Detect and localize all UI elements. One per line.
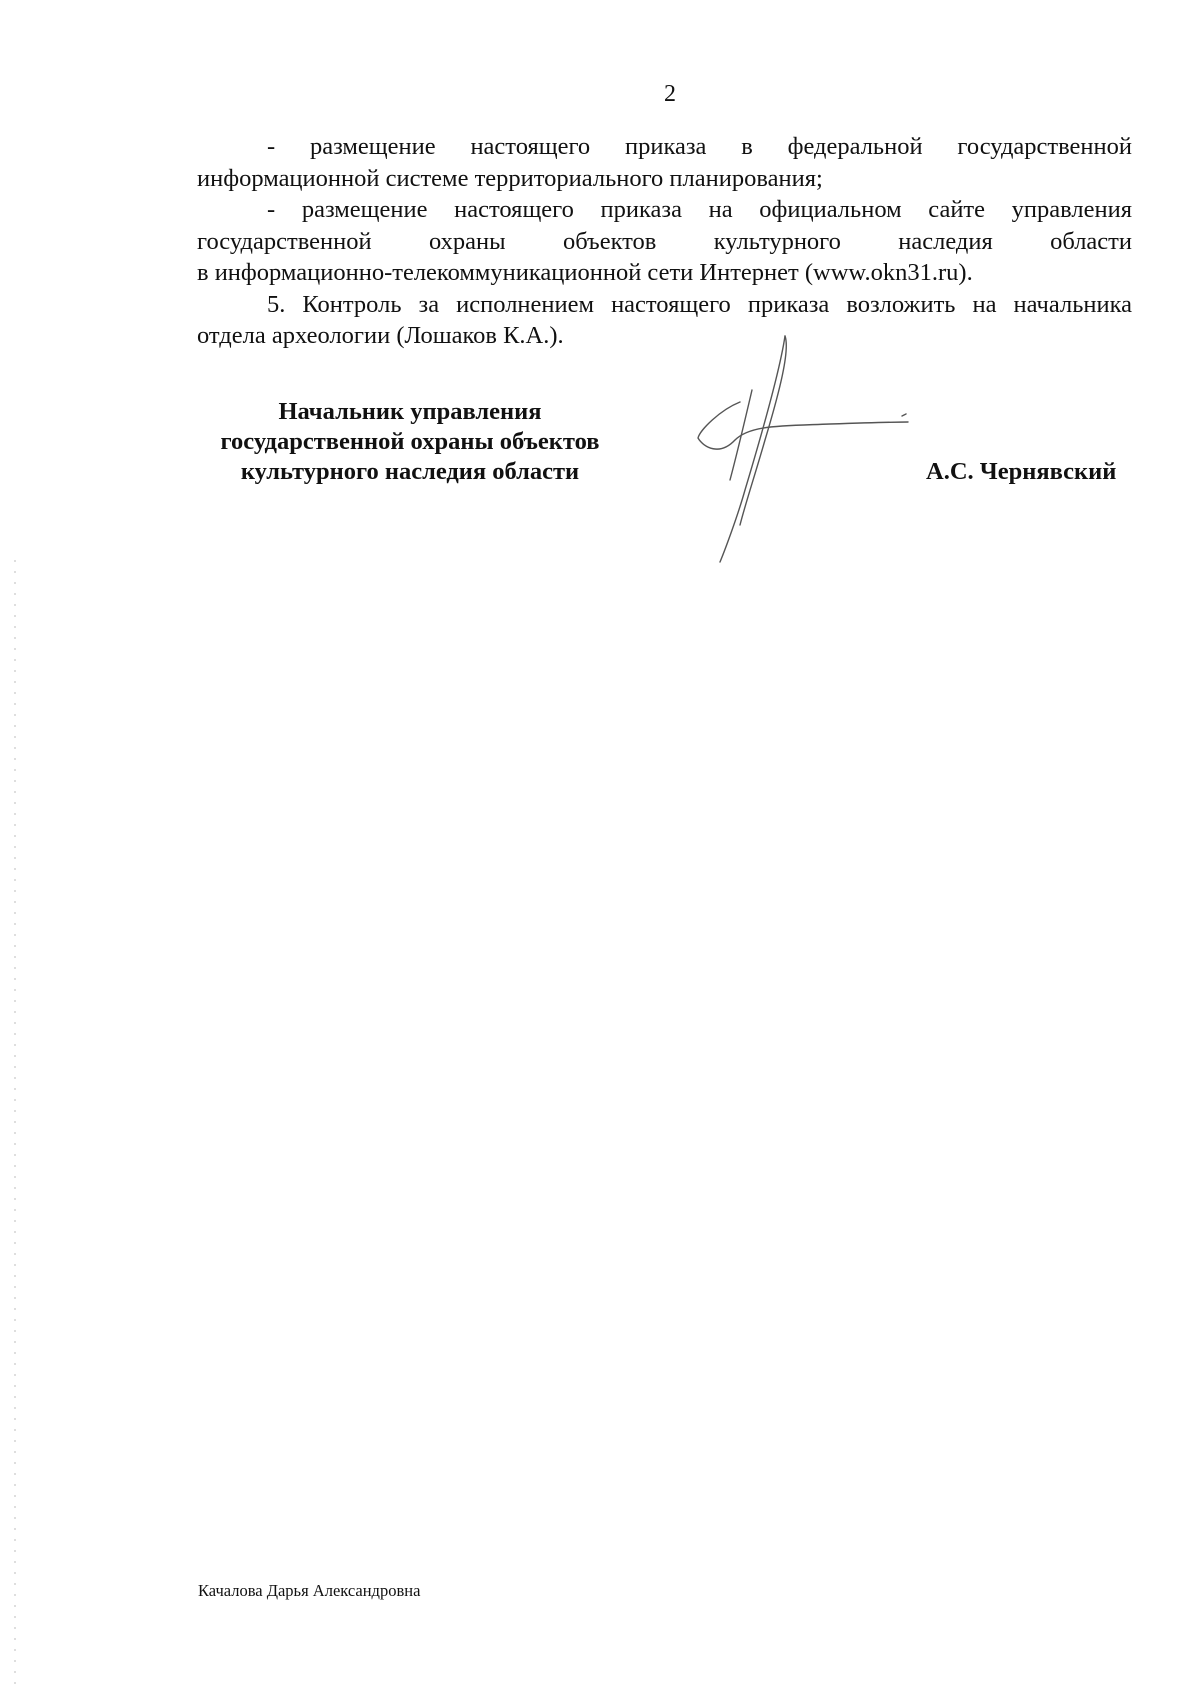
executor-name: Качалова Дарья Александровна [198,1581,421,1600]
signer-name: А.С. Чернявский [926,458,1117,485]
document-body [197,131,1132,352]
scan-edge-artifact [14,560,16,1690]
paragraph-website-line-1: - размещение настоящего приказа на официальном сайте управления [267,196,1132,223]
paragraph-fgis-line-1: - размещение настоящего приказа в федеральной государственной [267,133,1132,160]
position-line-1: Начальник управления [278,398,542,425]
paragraph-fgis-line-2: информационной системе территориального планирования; [197,164,823,192]
paragraph-website-line-3: в информационно-телекоммуникационной сети Интернет (www.okn31.ru). [197,259,973,286]
page-number: 2 [664,81,676,107]
paragraph-control-line-2: отдела археологии (Лошаков К.А.). [197,322,564,349]
paragraph-website-line-2: государственной охраны объектов культурного наследия области [197,227,1132,255]
signatory-position [190,397,630,487]
position-line-2: государственной охраны объектов [220,428,600,455]
position-line-3: культурного наследия области [240,458,580,485]
paragraph-control-line-1: 5. Контроль за исполнением настоящего приказа возложить на начальника [267,290,1132,318]
handwritten-signature [690,330,920,570]
